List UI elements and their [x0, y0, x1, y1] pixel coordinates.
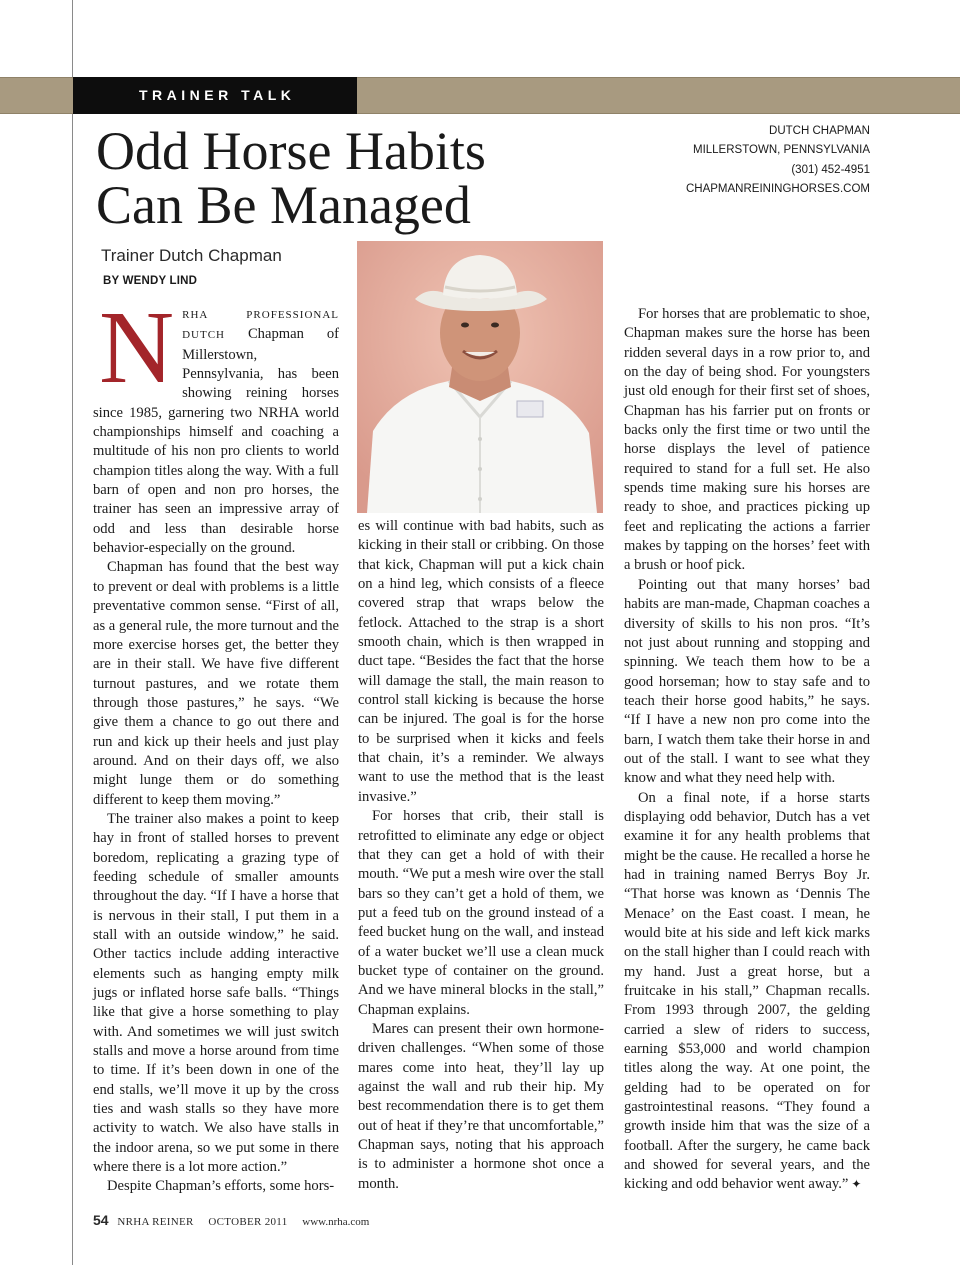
- paragraph: Chapman has found that the best way to prevent or deal with problems is a little preventative common sense. “First of all, as a general rule, the more turnout and the more exercise horses get, the better they are in their stall. We have five different turnout pastures, and we rotate them through those pastures,” he says. “We give them a chance to go out there and run and kick up their heels and just play around. And on their days off, we also might lunge them or do something different to keep them moving.”: [93, 559, 339, 808]
- trainer-photo: [357, 241, 603, 513]
- trainer-contact-block: [686, 122, 870, 199]
- page-number: 54: [93, 1212, 109, 1228]
- article-column-1: [93, 290, 339, 1197]
- paragraph: [93, 290, 339, 558]
- paragraph-text: Chapman of Millerstown, Pennsylvania, has been showing reining horses since 1985, garnering two NRHA world championships himself and coaching a multitude of his non pro clients to world champion titles along the way. With a full barn of open and non pro horses, the trainer has seen an impressive array of odd and less than desirable horse behavior-especially on the ground.: [93, 326, 339, 557]
- paragraph: es will continue with bad habits, such as kicking in their stall or cribbing. On those that kick, Chapman will put a kick chain on a hind leg, which consists of a fleece covered strap that wraps below the fetlock. Attached to the strap is a short smooth chain, which is then wrapped in duct tape. “Besides the fact that the horse will damage the stall, the main reason to control stall kicking is because the horse can be injured. The goal is for the horse to be surprised when it kicks and feels that chain, it’s a reminder. We always want to use the method that is the least invasive.”: [358, 518, 604, 805]
- paragraph: The trainer also makes a point to keep hay in front of stalled horses to prevent boredom, replicating a grazing type of feeding schedule of smaller amounts throughout the day. “If I have a horse that is nervous in their stall, I put them in a stall with an outside window,” he said. Other tactics include adding interactive elements such as hanging empty milk jugs or inflated horse safe balls. “Things like that give a horse something to play with. And sometimes we will just switch stalls and move a horse around from time to time. If it’s been down in one of the end stalls, we’ll move it up by the cross ties and wash stalls so they have more activity to watch. We also have stalls in the indoor arena, so we put some in there where there is a lot more action.”: [93, 810, 339, 1176]
- paragraph: For horses that are problematic to shoe, Chapman makes sure the horse has been ridden several days in a row prior to, and on the day of being shod. For youngsters just old enough for their first set of shoes, Chapman has his farrier put on fronts or backs only the first time or two until the horse displays the level of patience required to stand for a full set. He also spends time making sure his horses are ready to shoe, and practices picking up feet and replicating the actions a farrier makes by tapping on the horses’ feet with a brush or hoof pick.: [624, 306, 870, 574]
- article-title: [96, 121, 486, 235]
- title-line-1: Odd Horse Habits: [96, 121, 486, 181]
- page-footer: [93, 1212, 369, 1228]
- article-column-2: [358, 517, 604, 1194]
- drop-cap: N: [99, 290, 175, 405]
- byline: BY WENDY LIND: [103, 275, 198, 287]
- section-label: TRAINER TALK: [73, 77, 357, 114]
- contact-location: MILLERSTOWN, PENNSYLVANIA: [692, 144, 870, 157]
- title-line-2: Can Be Managed: [96, 175, 471, 235]
- paragraph-text: On a final note, if a horse starts displaying odd behavior, Dutch has a vet examine it for any health problems that might be the cause. He recalled a horse he had in training named Berrys Boy Jr. “That horse was known as ‘Dennis The Menace’ on the East coast. I mean, he would bite at his side and left kick marks on the stall higher than I could reach with my hand. Just a great horse, but a fruitcake in his stall,” Chapman recalls. From 1993 through 2007, the gelding carried a slew of riders to success, earning $53,000 and world champion titles along the way. At one point, the gelding had to be operated on for gastrointestinal reasons. “They found a growth inside him that was the size of a football. After the surgery, he came back and showed for several years, and the kicking and odd behavior went away.”: [624, 789, 870, 1193]
- contact-phone: (301) 452-4951: [791, 163, 870, 176]
- paragraph: Despite Chapman’s efforts, some hors-: [107, 1178, 335, 1195]
- paragraph: Mares can present their own hormone-driven challenges. “When some of those mares come into heat, they’ll lay up against the wall and rub their hip. My best recommendation there is to get them out of heat if they’re that uncomfortable,” Chapman says, noting that his approach is to administer a hormone shot once a month.: [358, 1020, 604, 1192]
- trainer-portrait-icon: [357, 241, 603, 513]
- paragraph: For horses that crib, their stall is retrofitted to eliminate any edge or object that they can get a hold of with their mouth. “We put a mesh wire over the stall bars so they can’t get a hold of them, we put a feed tub on the ground instead of a feed bucket hung on the wall, and instead of a water bucket we’ll use a clean muck bucket type of container on the ground. And we have mineral blocks in the stall,” Chapman explains.: [358, 808, 604, 1018]
- publication-name: NRHA REINER: [117, 1216, 194, 1228]
- contact-website[interactable]: CHAPMANREININGHORSES.COM: [685, 182, 870, 195]
- issue-date: OCTOBER 2011: [208, 1216, 288, 1228]
- end-mark-icon: ✦: [851, 1177, 862, 1192]
- page-gutter-line: [72, 0, 73, 1265]
- paragraph: Pointing out that many horses’ bad habits are man-made, Chapman coaches a diversity of skills to his non pros. “It’s not just about running and stopping and spinning. We teach them how to be a good horseman; how to stay safe and to teach their horse good habits,” he says. “If I have a new non pro come into the barn, I watch them take their horse in and out of the stall. I want to see what they know and what they need help with.: [624, 576, 870, 787]
- paragraph: [624, 789, 870, 1195]
- article-column-3: [624, 305, 870, 1195]
- article-subtitle: Trainer Dutch Chapman: [101, 246, 282, 265]
- lead-in-caps: RHA PROFESSIONAL DUTCH: [182, 309, 339, 342]
- contact-name: DUTCH CHAPMAN: [769, 125, 870, 137]
- website-link[interactable]: www.nrha.com: [302, 1216, 370, 1228]
